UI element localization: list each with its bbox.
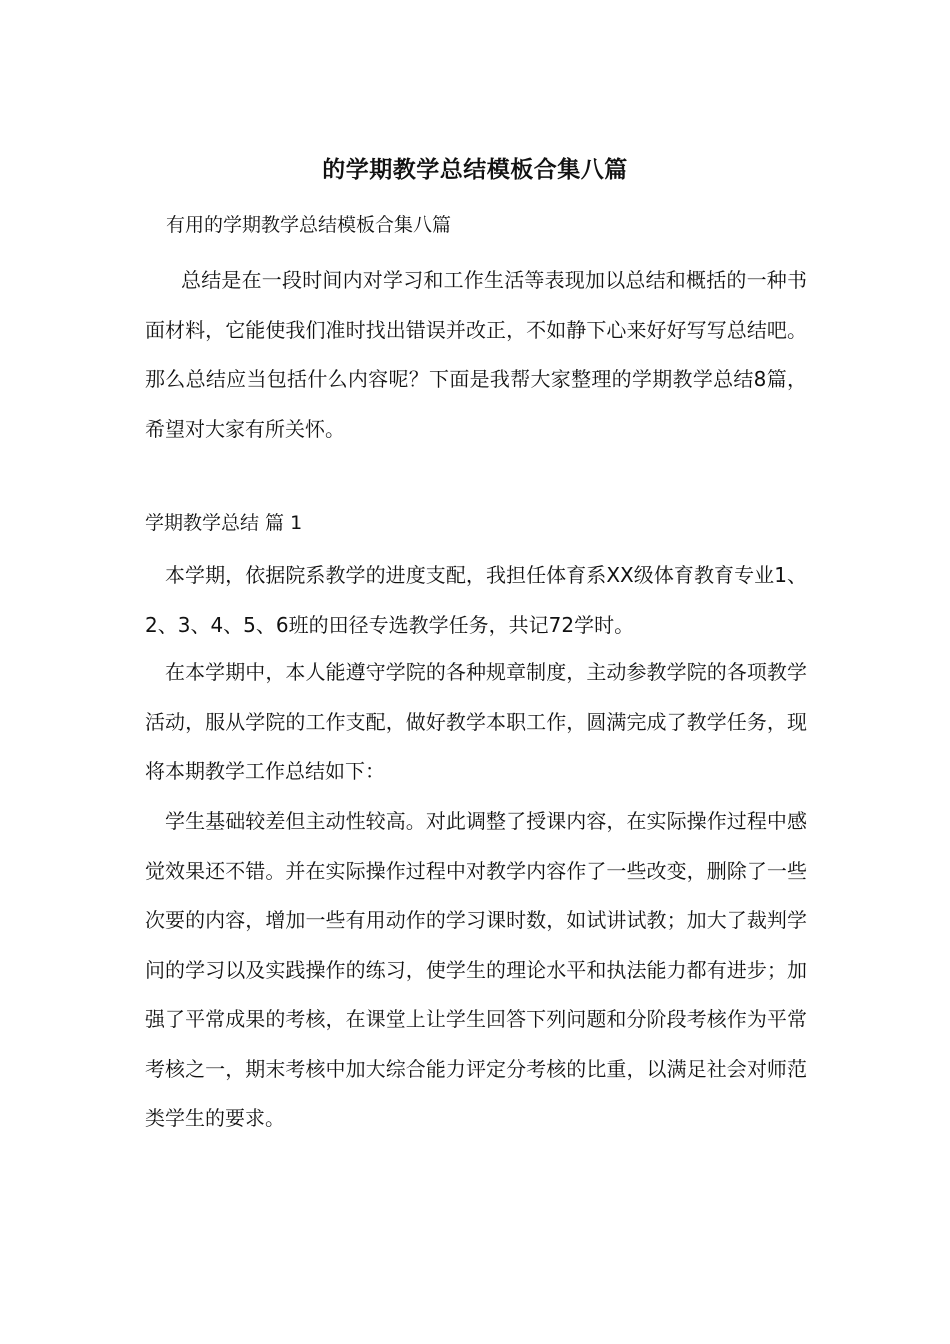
section-heading: 学期教学总结 篇 1 bbox=[145, 512, 303, 534]
document-title: 的学期教学总结模板合集八篇 bbox=[322, 157, 628, 183]
intro-paragraph: 总结是在一段时间内对学习和工作生活等表现加以总结和概括的一种书面材料，它能使我们准时找出错误并改正，不如静下心来好好写写总结吧。那么总结应当包括什么内容呢？下面是我帮大家整理的学期教学总结8篇，希望对大家有所关怀。 bbox=[145, 268, 807, 441]
body-paragraph-1: 本学期，依据院系教学的进度支配，我担任体育系XX级体育教育专业1、2、3、4、5、6班的田径专选教学任务，共记72学时。 bbox=[145, 563, 807, 637]
body-paragraph-3: 学生基础较差但主动性较高。对此调整了授课内容，在实际操作过程中感觉效果还不错。并在实际操作过程中对教学内容作了一些改变，删除了一些次要的内容，增加一些有用动作的学习课时数，如试讲试教；加大了裁判学问的学习以及实践操作的练习，使学生的理论水平和执法能力都有进步；加强了平常成果的考核，在课堂上让学生回答下列问题和分阶段考核作为平常考核之一，期末考核中加大综合能力评定分考核的比重，以满足社会对师范类学生的要求。 bbox=[145, 809, 807, 1130]
body-paragraph-2: 在本学期中，本人能遵守学院的各种规章制度，主动参教学院的各项教学活动，服从学院的工作支配，做好教学本职工作，圆满完成了教学任务，现将本期教学工作总结如下： bbox=[145, 660, 807, 783]
document-subtitle: 有用的学期教学总结模板合集八篇 bbox=[166, 214, 452, 236]
